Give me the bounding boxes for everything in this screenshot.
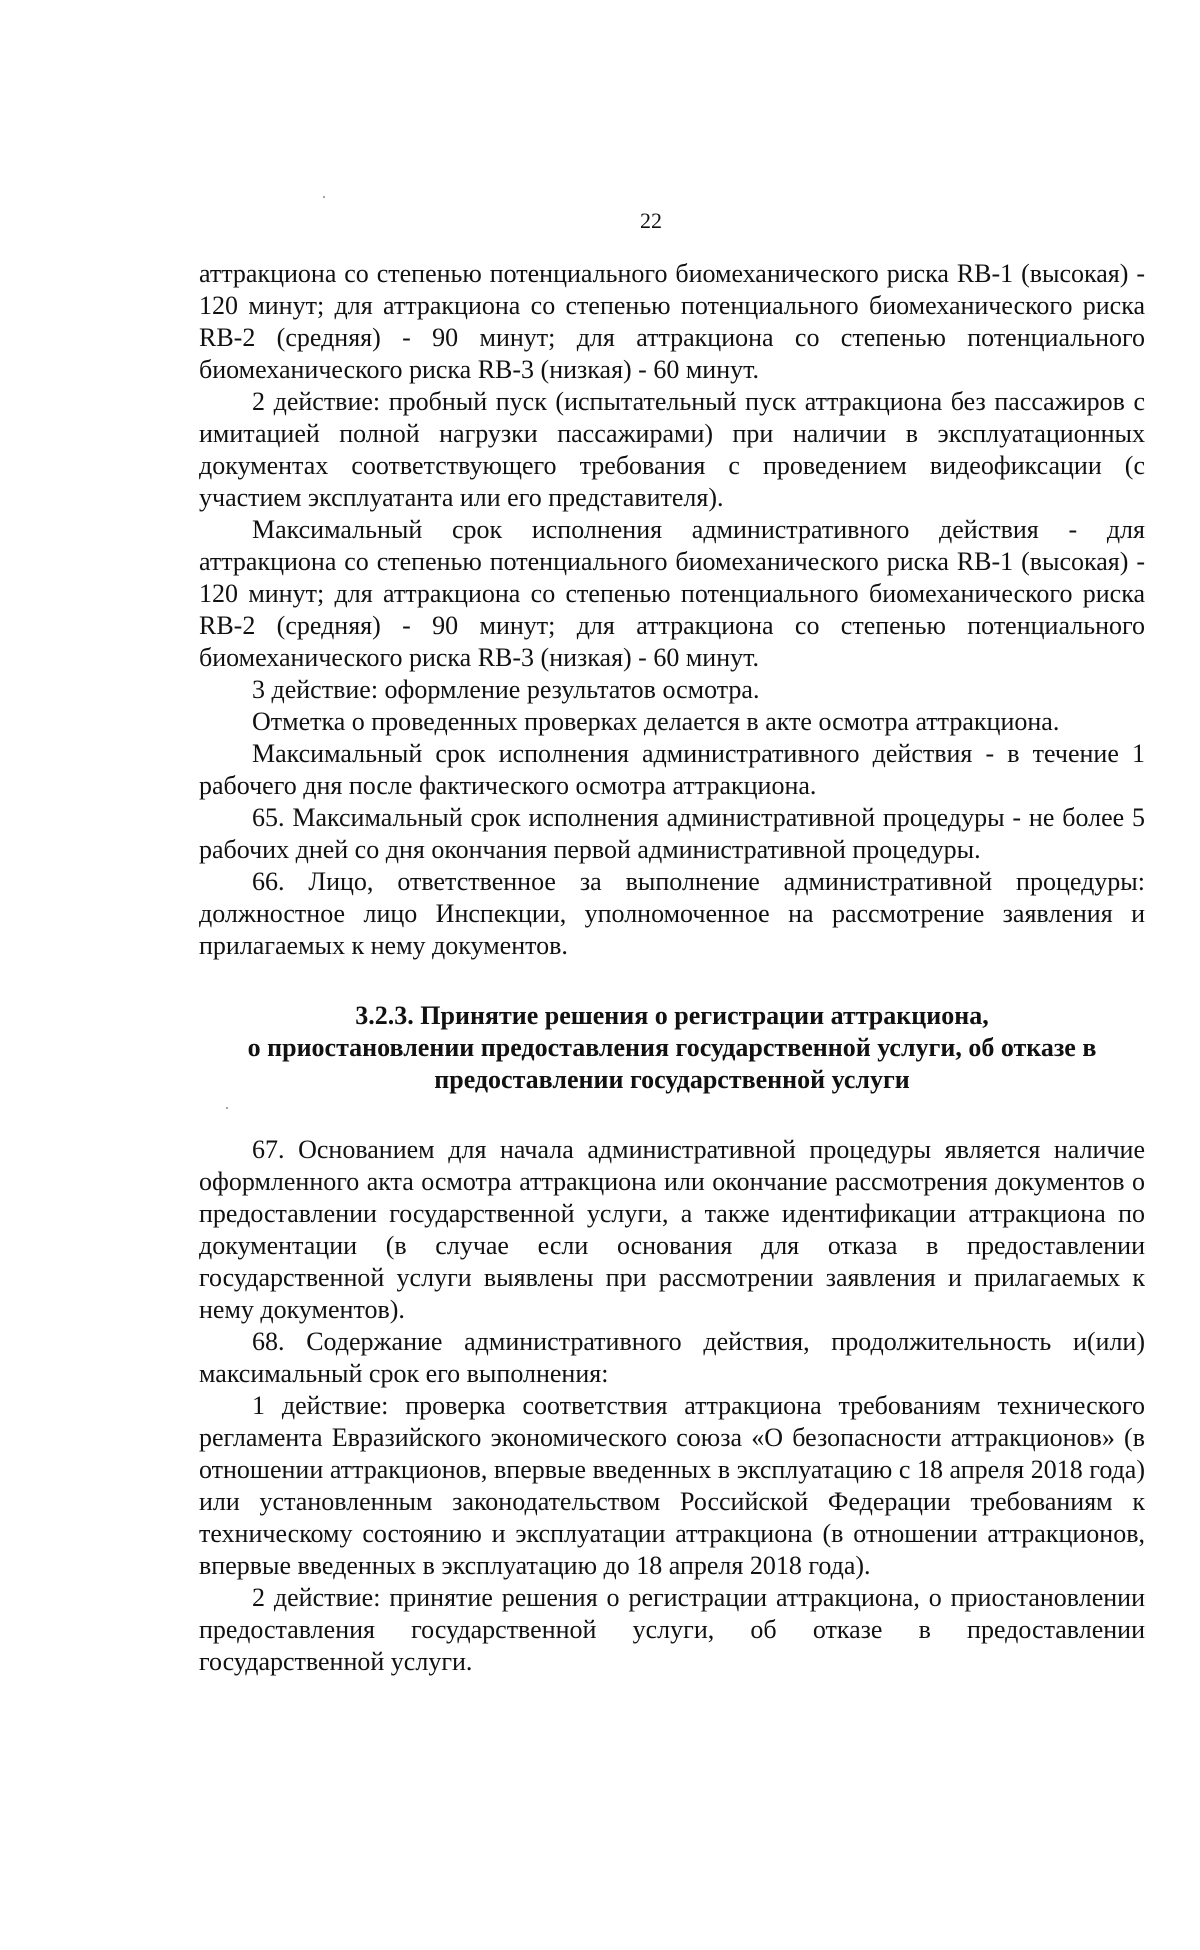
paragraph: 65. Максимальный срок исполнения административной процедуры - не более 5 рабочих дней со дня окончания первой административной процедуры. (199, 803, 1145, 864)
page-number: 22 (640, 208, 662, 233)
paragraph: аттракциона со степенью потенциального биомеханического риска RB-1 (высокая) - 120 минут; для аттракциона со степенью потенциального биомеханического риска RB-2 (средняя) - 90 минут; для аттракциона со степенью потенциального биомеханического риска RB-3 (низкая) - 60 минут. (199, 259, 1145, 384)
section-text-top (199, 258, 1145, 962)
paragraph: 66. Лицо, ответственное за выполнение административной процедуры: должностное лицо Инспекции, уполномоченное на рассмотрение заявления и прилагаемых к нему документов. (199, 867, 1145, 960)
paragraph: 2 действие: пробный пуск (испытательный пуск аттракциона без пассажиров с имитацией полной нагрузки пассажирами) при наличии в эксплуатационных документах соответствующего требования с проведением видеофиксации (с участием эксплуатанта или его представителя). (199, 387, 1145, 512)
heading-line: предоставлении государственной услуги (434, 1065, 910, 1094)
heading-line: 3.2.3. Принятие решения о регистрации аттракциона, (355, 1001, 989, 1030)
paragraph: 2 действие: принятие решения о регистрации аттракциона, о приостановлении предоставления государственной услуги, об отказе в предоставлении государственной услуги. (199, 1583, 1145, 1676)
paragraph: 67. Основанием для начала административной процедуры является наличие оформленного акта осмотра аттракциона или окончание рассмотрения документов о предоставлении государственной услуги, а также идентификации аттракциона по документации (в случае если основания для отказа в предоставлении государственной услуги выявлены при рассмотрении заявления и прилагаемых к нему документов). (199, 1135, 1145, 1324)
paragraph: 3 действие: оформление результатов осмотра. (252, 675, 760, 704)
paragraph: Максимальный срок исполнения административного действия - в течение 1 рабочего дня после фактического осмотра аттракциона. (199, 739, 1145, 800)
heading-line: о приостановлении предоставления государственной услуги, об отказе в (247, 1033, 1097, 1062)
paragraph: 68. Содержание административного действия, продолжительность и(или) максимальный срок его выполнения: (199, 1327, 1145, 1388)
paragraph: Максимальный срок исполнения административного действия - для аттракциона со степенью потенциального биомеханического риска RB-1 (высокая) - 120 минут; для аттракциона со степенью потенциального биомеханического риска RB-2 (средняя) - 90 минут; для аттракциона со степенью потенциального биомеханического риска RB-3 (низкая) - 60 минут. (199, 515, 1145, 672)
section-heading (199, 1000, 1145, 1096)
scan-speck (323, 196, 325, 198)
paragraph: Отметка о проведенных проверках делается в акте осмотра аттракциона. (252, 707, 1060, 736)
section-text-bottom (199, 1134, 1145, 1678)
paragraph: 1 действие: проверка соответствия аттракциона требованиям технического регламента Евразийского экономического союза «О безопасности аттракционов» (в отношении аттракционов, впервые введенных в эксплуатацию с 18 апреля 2018 года) или установленным законодательством Российской Федерации требованиям к техническому состоянию и эксплуатации аттракциона (в отношении аттракционов, впервые введенных в эксплуатацию до 18 апреля 2018 года). (199, 1391, 1145, 1580)
document-body (199, 258, 1145, 1678)
